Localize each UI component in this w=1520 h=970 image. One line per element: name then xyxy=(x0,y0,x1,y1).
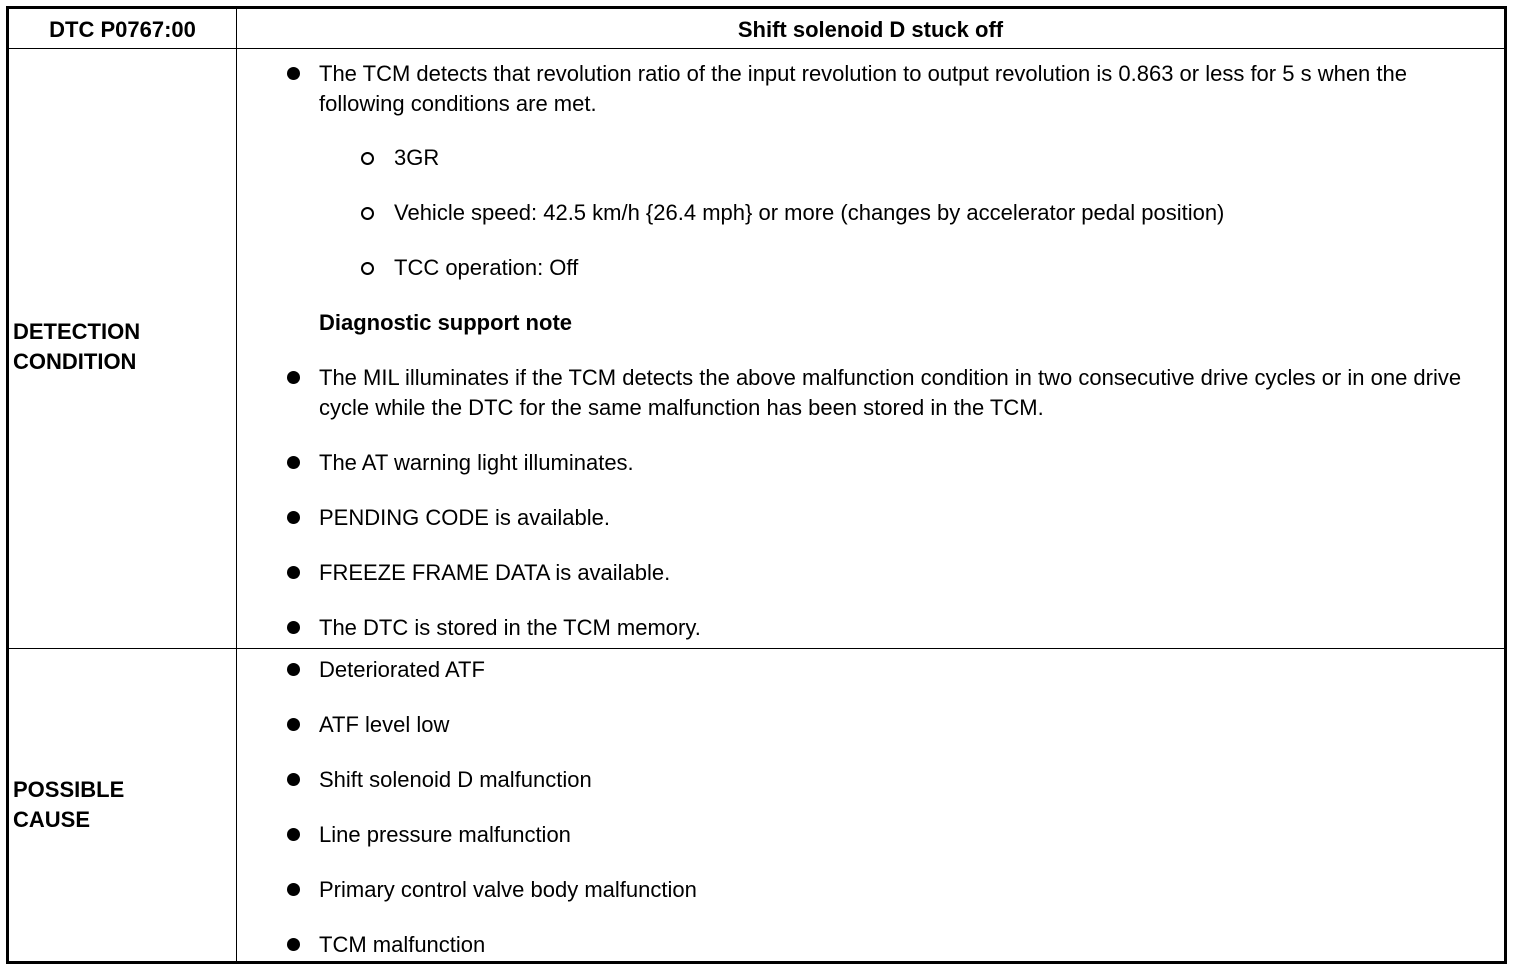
bullet-icon xyxy=(287,828,300,841)
possible-cause-label xyxy=(13,775,124,835)
note-text: The AT warning light illuminates. xyxy=(319,450,634,475)
detection-content-cell xyxy=(237,49,1504,648)
cause-text: Primary control valve body malfunction xyxy=(319,877,697,902)
list-item xyxy=(319,875,1464,905)
bullet-icon xyxy=(287,566,300,579)
bullet-icon xyxy=(287,663,300,676)
dtc-code: DTC P0767:00 xyxy=(49,17,196,42)
list-item xyxy=(319,930,1464,960)
condition-text: TCC operation: Off xyxy=(394,255,579,280)
list-item xyxy=(319,448,1464,478)
header-title-cell xyxy=(237,9,1504,48)
bullet-icon xyxy=(287,511,300,524)
note-text: PENDING CODE is available. xyxy=(319,505,610,530)
note-text: The DTC is stored in the TCM memory. xyxy=(319,615,701,640)
list-item xyxy=(394,143,1464,173)
detection-condition-label xyxy=(13,317,140,377)
cause-text: Deteriorated ATF xyxy=(319,657,485,682)
cause-text: Line pressure malfunction xyxy=(319,822,571,847)
detection-condition-row xyxy=(9,49,1504,649)
detection-label-line1: DETECTION xyxy=(13,319,141,344)
diagnostic-support-note-title: Diagnostic support note xyxy=(319,310,572,335)
list-item xyxy=(319,655,1464,685)
dtc-table xyxy=(6,6,1507,964)
detection-label-cell xyxy=(9,49,237,648)
bullet-icon xyxy=(287,371,300,384)
list-item xyxy=(319,613,1464,643)
cause-content-cell xyxy=(237,649,1504,961)
cause-label-cell xyxy=(9,649,237,961)
table-header-row xyxy=(9,9,1504,49)
list-item xyxy=(319,59,1464,119)
list-item xyxy=(394,198,1464,228)
list-item xyxy=(319,363,1464,423)
header-code-cell xyxy=(9,9,237,48)
cause-text: TCM malfunction xyxy=(319,932,486,957)
bullet-icon xyxy=(287,883,300,896)
cause-label-line2: CAUSE xyxy=(13,807,91,832)
list-item xyxy=(319,503,1464,533)
possible-cause-row xyxy=(9,649,1504,961)
bullet-icon xyxy=(287,773,300,786)
circle-bullet-icon xyxy=(361,262,374,275)
circle-bullet-icon xyxy=(361,207,374,220)
cause-text: Shift solenoid D malfunction xyxy=(319,767,592,792)
detection-intro-text: The TCM detects that revolution ratio of the input revolution to output revolution is 0.863 or less for 5 s when the following conditions are met. xyxy=(319,61,1407,116)
bullet-icon xyxy=(287,938,300,951)
note-text: The MIL illuminates if the TCM detects the above malfunction condition in two consecutive drive cycles or in one drive cycle while the DTC for the same malfunction has been stored in the TCM. xyxy=(319,365,1462,420)
bullet-icon xyxy=(287,621,300,634)
list-item xyxy=(319,558,1464,588)
cause-text: ATF level low xyxy=(319,712,450,737)
cause-label-line1: POSSIBLE xyxy=(13,777,125,802)
list-item xyxy=(319,710,1464,740)
circle-bullet-icon xyxy=(361,152,374,165)
bullet-icon xyxy=(287,67,300,80)
note-text: FREEZE FRAME DATA is available. xyxy=(319,560,671,585)
bullet-icon xyxy=(287,718,300,731)
detection-label-line2: CONDITION xyxy=(13,349,137,374)
list-item xyxy=(319,765,1464,795)
list-item xyxy=(319,820,1464,850)
condition-text: Vehicle speed: 42.5 km/h {26.4 mph} or more (changes by accelerator pedal position) xyxy=(394,200,1225,225)
list-item xyxy=(394,253,1464,283)
dtc-title: Shift solenoid D stuck off xyxy=(737,17,1004,42)
condition-text: 3GR xyxy=(394,145,440,170)
bullet-icon xyxy=(287,456,300,469)
